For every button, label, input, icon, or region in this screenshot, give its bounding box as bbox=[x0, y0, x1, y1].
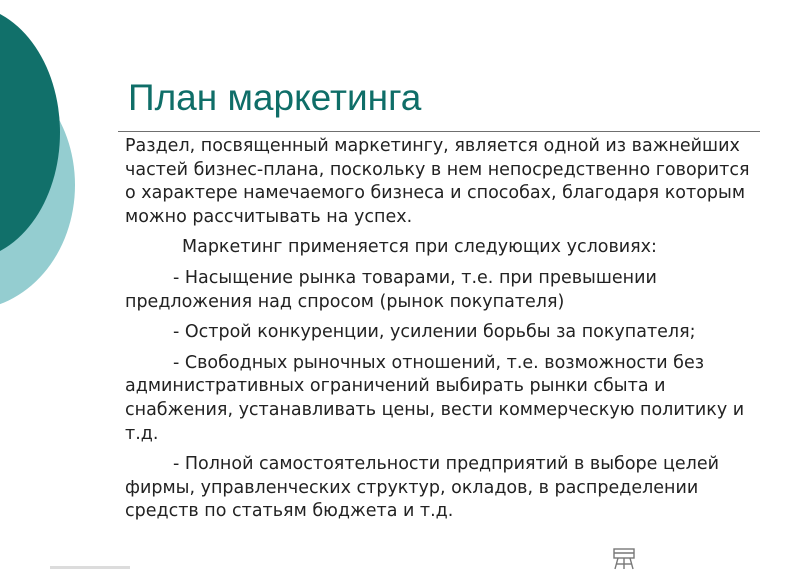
condition-item: - Полной самостоятельности предприятий в выборе целей фирмы, управленческих структур, окладов, в распределении средств по статьям бюджета и т.д. bbox=[125, 454, 719, 522]
slide-title: План маркетинга bbox=[128, 77, 422, 118]
watermark-logo-icon bbox=[610, 546, 640, 570]
intro-paragraph: Раздел, посвященный маркетингу, является одной из важнейших частей бизнес-плана, поскольку в нем непосредственно говорится о характере намечаемого бизнеса и способах, благодаря которым можно рассчитывать на успех. bbox=[125, 136, 750, 227]
title-divider bbox=[118, 131, 760, 132]
condition-item: - Свободных рыночных отношений, т.е. возможности без административных ограничений выбирать рынки сбыта и снабжения, устанавливать цены, вести коммерческую политику и т.д. bbox=[125, 352, 745, 444]
slide-body bbox=[125, 135, 750, 531]
conditions-lead: Маркетинг применяется при следующих условиях: bbox=[182, 237, 657, 258]
condition-item: - Острой конкуренции, усилении борьбы за покупателя; bbox=[173, 322, 696, 343]
footer-mark bbox=[50, 566, 130, 569]
condition-item: - Насыщение рынка товарами, т.е. при превышении предложения над спросом (рынок покупателя) bbox=[125, 267, 657, 312]
